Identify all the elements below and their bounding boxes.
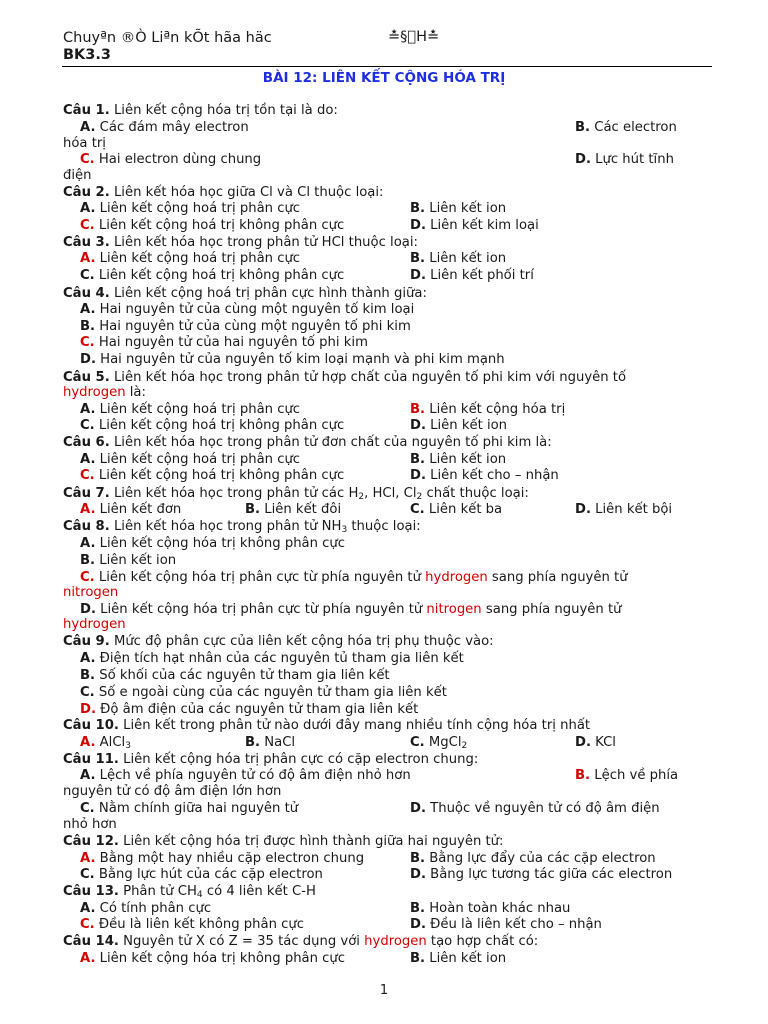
page-title: BÀI 12: LIÊN KẾT CỘNG HÓA TRỊ: [262, 70, 506, 86]
text-line-14-1: B. Hai nguyên tử của cùng một nguyên tố phi kim: [80, 319, 411, 334]
text-line-10-1: A. Liên kết cộng hoá trị phân cực: [80, 251, 301, 266]
text-line-34-1: A. Điện tích hạt nhân của các nguyên tủ tham gia liên kết: [80, 651, 464, 666]
text-line-22-2: B. Liên kết ion: [410, 452, 507, 467]
text-line-36-1: C. Số e ngoài cùng của các nguyên tử tham gia liên kết: [80, 685, 447, 700]
text-line-43-2: D. Thuộc về nguyên tử có độ âm điện: [410, 801, 660, 816]
text-line-9-1: Câu 3. Liên kết hóa học trong phân tử HCl thuộc loại:: [63, 235, 418, 250]
text-line-4-1: C. Hai electron dùng chung: [80, 152, 262, 167]
text-line-30-1: nitrogen: [63, 585, 119, 600]
text-line-32-1: hydrogen: [63, 617, 126, 632]
text-line-8-1: C. Liên kết cộng hoá trị không phân cực: [80, 218, 345, 233]
text-line-45-1: Câu 12. Liên kết cộng hóa trị được hình thành giữa hai nguyên tử:: [63, 834, 504, 849]
header-left-text: Chuyªn ®Ò Liªn kÕt hãa häc: [63, 30, 272, 46]
text-line-10-2: B. Liên kết ion: [410, 251, 507, 266]
text-line-22-1: A. Liên kết cộng hoá trị phân cực: [80, 452, 301, 467]
text-line-18-1: hydrogen là:: [63, 385, 146, 400]
page-number: 1: [379, 983, 389, 998]
text-line-23-2: D. Liên kết cho – nhận: [410, 468, 559, 483]
text-line-33-1: Câu 9. Mức độ phân cực của liên kết cộng hóa trị phụ thuộc vào:: [63, 634, 494, 649]
text-line-47-1: C. Bằng lực hút của các cặp electron: [80, 867, 323, 882]
header-rule: [62, 66, 712, 67]
text-line-2-1: A. Các đám mây electron: [80, 120, 249, 135]
text-line-35-1: B. Số khối của các nguyên tử tham gia liên kết: [80, 668, 390, 683]
text-line-41-2: B. Lệch về phía: [575, 768, 679, 783]
text-line-50-1: C. Đều là liên kết không phân cực: [80, 917, 305, 932]
text-line-47-2: D. Bằng lực tương tác giữa các electron: [410, 867, 673, 882]
text-line-39-3: C. MgCl$_2$: [410, 735, 468, 751]
text-line-6-1: Câu 2. Liên kết hóa học giữa Cl và Cl thuộc loại:: [63, 185, 384, 200]
text-line-25-4: D. Liên kết bội: [575, 502, 673, 517]
text-line-39-4: D. KCl: [575, 735, 616, 750]
text-line-7-2: B. Liên kết ion: [410, 201, 507, 216]
text-line-20-2: D. Liên kết ion: [410, 418, 508, 433]
text-line-52-1: A. Liên kết cộng hóa trị không phân cực: [80, 951, 346, 966]
text-line-15-1: C. Hai nguyên tử của hai nguyên tố phi kim: [80, 335, 368, 350]
text-line-20-1: C. Liên kết cộng hoá trị không phân cực: [80, 418, 345, 433]
text-line-44-1: nhỏ hơn: [63, 817, 117, 832]
text-line-24-1: Câu 7. Liên kết hóa học trong phân tử các $H_2$, HCl, $Cl_2$ chất thuộc loại:: [63, 486, 529, 502]
header-center-text: ≛§⃞H≛: [388, 29, 440, 45]
text-line-25-2: B. Liên kết đôi: [245, 502, 342, 517]
text-line-16-1: D. Hai nguyên tử của nguyên tố kim loại mạnh và phi kim mạnh: [80, 352, 505, 367]
text-line-40-1: Câu 11. Liên kết cộng hóa trị phân cực có cặp electron chung:: [63, 752, 479, 767]
text-line-48-1: Câu 13. Phân tử $CH_4$ có 4 liên kết C-H: [63, 884, 316, 900]
text-line-25-3: C. Liên kết ba: [410, 502, 503, 517]
text-line-12-1: Câu 4. Liên kết cộng hoá trị phân cực hình thành giữa:: [63, 286, 427, 301]
text-line-7-1: A. Liên kết cộng hoá trị phân cực: [80, 201, 301, 216]
text-line-27-1: A. Liên kết cộng hóa trị không phân cực: [80, 536, 346, 551]
text-line-41-1: A. Lệch về phía nguyên tử có độ âm điện nhỏ hơn: [80, 768, 411, 783]
text-line-23-1: C. Liên kết cộng hoá trị không phân cực: [80, 468, 345, 483]
text-line-37-1: D. Độ âm điện của các nguyên tử tham gia liên kết: [80, 702, 419, 717]
text-line-46-1: A. Bằng một hay nhiều cặp electron chung: [80, 851, 365, 866]
text-line-8-2: D. Liên kết kim loại: [410, 218, 539, 233]
text-line-19-1: A. Liên kết cộng hoá trị phân cực: [80, 402, 301, 417]
text-line-26-1: Câu 8. Liên kết hóa học trong phân tử $NH_3$ thuộc loại:: [63, 519, 421, 535]
text-line-4-2: D. Lực hút tĩnh: [575, 152, 674, 167]
text-line-51-1: Câu 14. Nguyên tử X có Z = 35 tác dụng với hydrogen tạo hợp chất có:: [63, 934, 539, 949]
text-line-19-2: B. Liên kết cộng hóa trị: [410, 402, 566, 417]
text-line-1-1: Câu 1. Liên kết cộng hóa trị tồn tại là do:: [63, 103, 338, 118]
text-line-49-1: A. Có tính phân cực: [80, 901, 212, 916]
text-line-25-1: A. Liên kết đơn: [80, 502, 182, 517]
text-line-39-2: B. NaCl: [245, 735, 296, 750]
text-line-13-1: A. Hai nguyên tử của cùng một nguyên tố kim loại: [80, 302, 415, 317]
text-line-42-1: nguyên tử có độ âm điện lớn hơn: [63, 784, 282, 799]
text-line-17-1: Câu 5. Liên kết hóa học trong phân tử hợp chất của nguyên tố phi kim với nguyên tố: [63, 370, 627, 385]
text-line-50-2: D. Đều là liên kết cho – nhận: [410, 917, 602, 932]
text-line-38-1: Câu 10. Liên kết trong phân tử nào dưới đây mang nhiều tính cộng hóa trị nhất: [63, 718, 591, 733]
text-line-11-1: C. Liên kết cộng hoá trị không phân cực: [80, 268, 345, 283]
text-line-46-2: B. Bằng lực đẩy của các cặp electron: [410, 851, 656, 866]
text-line-39-1: A. AlCl$_3$: [80, 735, 131, 751]
text-line-5-1: điện: [63, 168, 92, 183]
text-line-28-1: B. Liên kết ion: [80, 553, 177, 568]
text-line-31-1: D. Liên kết cộng hóa trị phân cực từ phía nguyên tử nitrogen sang phía nguyên tử: [80, 602, 622, 617]
text-line-49-2: B. Hoàn toàn khác nhau: [410, 901, 571, 916]
text-line-52-2: B. Liên kết ion: [410, 951, 507, 966]
text-line-11-2: D. Liên kết phối trí: [410, 268, 534, 283]
text-line-2-2: B. Các electron: [575, 120, 677, 135]
text-line-3-1: hóa trị: [63, 136, 106, 151]
text-line-21-1: Câu 6. Liên kết hóa học trong phân tử đơn chất của nguyên tố phi kim là:: [63, 435, 552, 450]
header-code: BK3.3: [63, 47, 111, 63]
text-line-29-1: C. Liên kết cộng hóa trị phân cực từ phía nguyên tử hydrogen sang phía nguyên tử: [80, 570, 628, 585]
text-line-43-1: C. Nằm chính giữa hai nguyên tử: [80, 801, 299, 816]
